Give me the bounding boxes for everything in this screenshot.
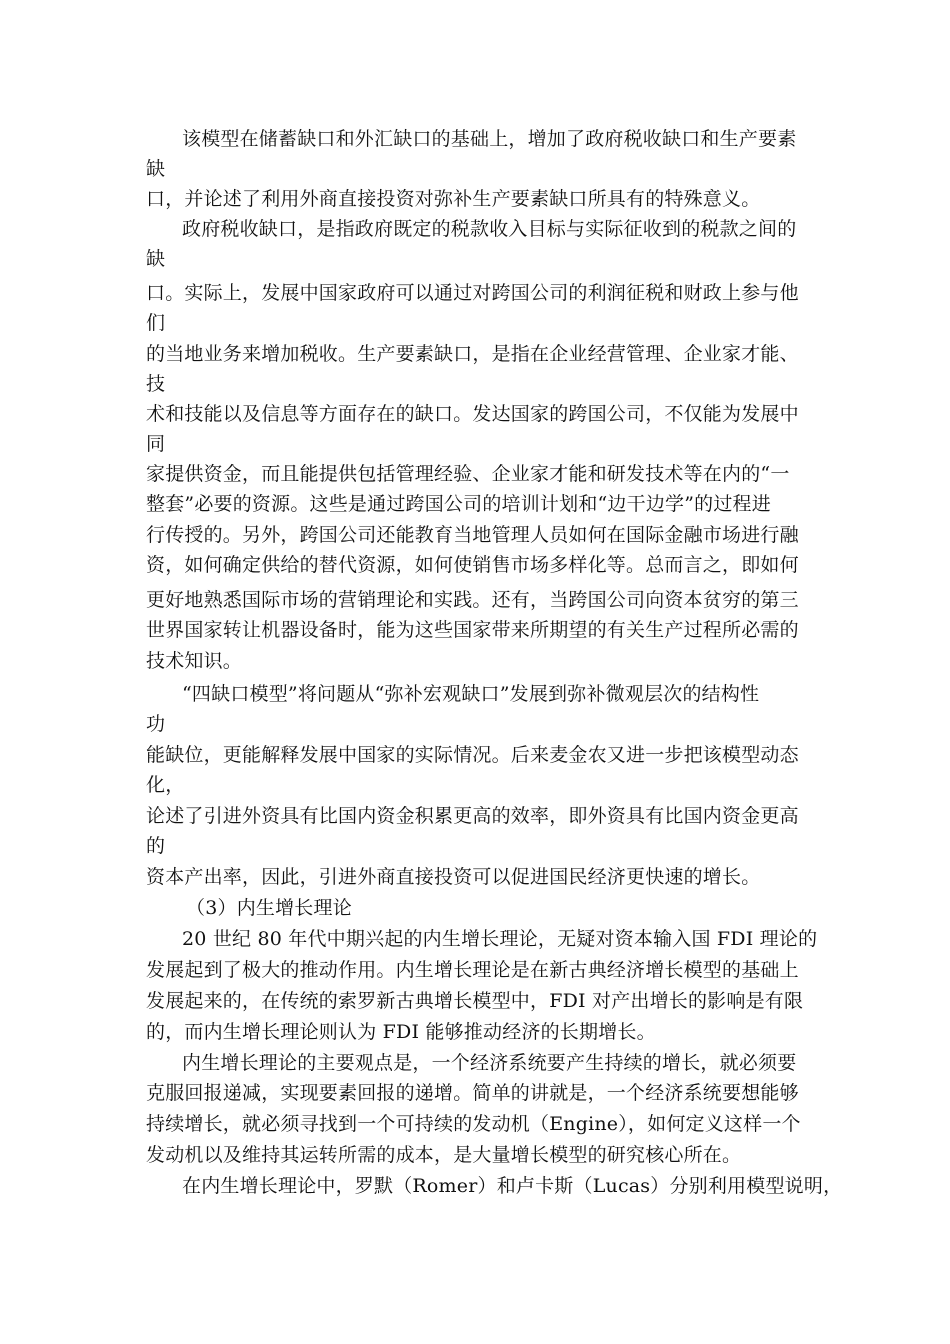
text-line: 术和技能以及信息等方面存在的缺口。发达国家的跨国公司，不仅能为发展中 bbox=[146, 403, 799, 425]
text-line: 20 世纪 80 年代中期兴起的内生增长理论，无疑对资本输入国 FDI 理论的 bbox=[182, 928, 818, 950]
text-line: 资，如何确定供给的替代资源，如何使销售市场多样化等。总而言之，即如何 bbox=[146, 554, 799, 576]
text-line: 整套”必要的资源。这些是通过跨国公司的培训计划和“边干边学”的过程进 bbox=[146, 493, 771, 515]
text-line: 功 bbox=[146, 713, 166, 735]
text-line: 的当地业务来增加税收。生产要素缺口，是指在企业经营管理、企业家才能、 bbox=[146, 343, 799, 365]
text-line: 内生增长理论的主要观点是，一个经济系统要产生持续的增长，就必须要 bbox=[182, 1052, 797, 1074]
text-line: 的，而内生增长理论则认为 FDI 能够推动经济的长期增长。 bbox=[146, 1021, 656, 1043]
section-heading: （3）内生增长理论 bbox=[186, 897, 352, 919]
text-line: 能缺位，更能解释发展中国家的实际情况。后来麦金农又进一步把该模型动态 bbox=[146, 744, 799, 766]
text-line: 们 bbox=[146, 312, 166, 334]
text-line: 资本产出率，因此，引进外商直接投资可以促进国民经济更快速的增长。 bbox=[146, 866, 761, 888]
text-line: 更好地熟悉国际市场的营销理论和实践。还有，当跨国公司向资本贫穷的第三 bbox=[146, 589, 799, 611]
text-line: “四缺口模型”将问题从“弥补宏观缺口”发展到弥补微观层次的结构性 bbox=[182, 683, 760, 705]
text-line: 持续增长，就必须寻找到一个可持续的发动机（Engine），如何定义这样一个 bbox=[146, 1113, 801, 1135]
text-line: 政府税收缺口，是指政府既定的税款收入目标与实际征收到的税款之间的 bbox=[182, 218, 797, 240]
text-line: 在内生增长理论中，罗默（Romer）和卢卡斯（Lucas）分别利用模型说明， bbox=[182, 1175, 843, 1197]
text-line: 发展起来的，在传统的索罗新古典增长模型中，FDI 对产出增长的影响是有限 bbox=[146, 990, 804, 1012]
text-line: 技术知识。 bbox=[146, 650, 243, 672]
text-line: 技 bbox=[146, 373, 166, 395]
text-line: 发展起到了极大的推动作用。内生增长理论是在新古典经济增长模型的基础上 bbox=[146, 959, 799, 981]
text-line: 发动机以及维持其运转所需的成本，是大量增长模型的研究核心所在。 bbox=[146, 1144, 742, 1166]
text-line: 家提供资金，而且能提供包括管理经验、企业家才能和研发技术等在内的“一 bbox=[146, 463, 790, 485]
text-line: 行传授的。另外，跨国公司还能教育当地管理人员如何在国际金融市场进行融 bbox=[146, 524, 799, 546]
text-line: 口，并论述了利用外商直接投资对弥补生产要素缺口所具有的特殊意义。 bbox=[146, 188, 761, 210]
text-line: 世界国家转让机器设备时，能为这些国家带来所期望的有关生产过程所必需的 bbox=[146, 619, 799, 641]
text-line: 缺 bbox=[146, 248, 166, 270]
text-line: 论述了引进外资具有比国内资金积累更高的效率，即外资具有比国内资金更高 bbox=[146, 805, 799, 827]
text-line: 的 bbox=[146, 835, 166, 857]
text-line: 化， bbox=[146, 774, 185, 796]
text-line: 克服回报递减，实现要素回报的递增。简单的讲就是，一个经济系统要想能够 bbox=[146, 1082, 799, 1104]
text-line: 口。实际上，发展中国家政府可以通过对跨国公司的利润征税和财政上参与他 bbox=[146, 282, 799, 304]
text-line: 该模型在储蓄缺口和外汇缺口的基础上，增加了政府税收缺口和生产要素 bbox=[182, 128, 797, 150]
text-line: 同 bbox=[146, 433, 166, 455]
text-line: 缺 bbox=[146, 158, 166, 180]
